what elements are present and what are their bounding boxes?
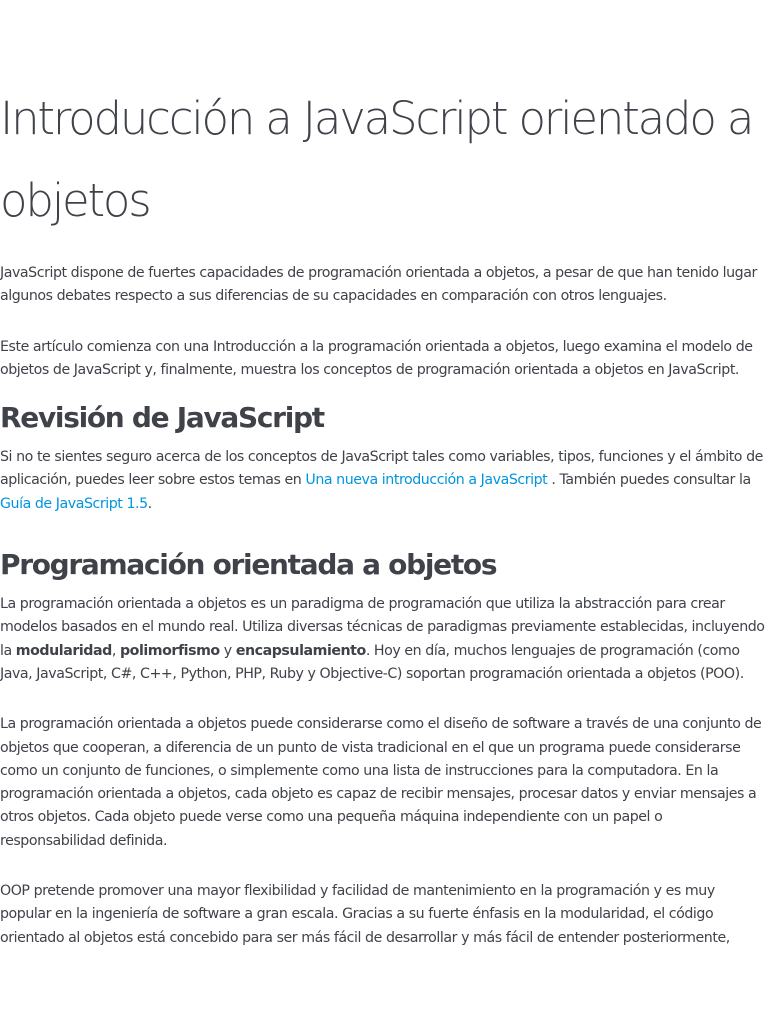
review-text-1: Si no te sientes seguro acerca de los conceptos de JavaScript tales como variables, tipos, funciones y el ámbito de aplicación, puedes leer sobre estos temas en bbox=[0, 449, 763, 489]
review-text-2: . También puedes consultar la bbox=[547, 472, 751, 489]
oop-paragraph-2: La programación orientada a objetos puede considerarse como el diseño de software a través de una conjunto de objetos que cooperan, a diferencia de un punto de vista tradicional en el que un programa puede considerarse como un conjunto de funciones, o simplemente como una lista de instrucciones para la computadora. En la programación orientada a objetos, cada objeto es capaz de recibir mensajes, procesar datos y enviar mensajes a otros objetos. Cada objeto puede verse como una pequeña máquina independiente con un papel o responsabilidad definida. bbox=[0, 716, 762, 849]
term-encapsulamiento: encapsulamiento bbox=[235, 642, 366, 659]
intro-paragraph-2: Este artículo comienza con una Introducción a la programación orientada a objetos, luego examina el modelo de objetos de JavaScript y, finalmente, muestra los conceptos de programación orientada a objetos en JavaScript. bbox=[0, 338, 753, 378]
term-modularidad: modularidad bbox=[15, 642, 112, 659]
review-paragraph bbox=[0, 446, 768, 516]
section-heading-javascript-review: Revisión de JavaScript bbox=[0, 401, 324, 435]
oop-p1-sep-1: , bbox=[111, 642, 120, 659]
oop-p1-text-end: . Hoy en día, muchos lenguajes de programación (como Java, JavaScript, C#, C++, Python, PHP, Ruby y Objective-C) soportan programación orientada a objetos (POO). bbox=[0, 642, 744, 682]
section-heading-oop: Programación orientada a objetos bbox=[0, 548, 497, 582]
review-text-3: . bbox=[147, 495, 152, 512]
oop-paragraph-1 bbox=[0, 593, 768, 686]
page-title-line-1: Introducción a JavaScript orientado a bbox=[0, 92, 753, 145]
oop-p1-text-start: La programación orientada a objetos es un paradigma de programación que utiliza la abstracción para crear modelos basados en el mundo real. Utiliza diversas técnicas de paradigmas previamente establecidas, incluyendo la bbox=[0, 596, 765, 659]
intro-paragraph-1: JavaScript dispone de fuertes capacidades de programación orientada a objetos, a pesar de que han tenido lugar algunos debates respecto a sus diferencias de su capacidades en comparación con otros lenguajes. bbox=[0, 265, 757, 305]
page-title-line-2: objetos bbox=[0, 174, 150, 227]
link-nueva-introduccion-javascript[interactable]: Una nueva introducción a JavaScript bbox=[305, 472, 548, 489]
oop-paragraph-3: OOP pretende promover una mayor flexibilidad y facilidad de mantenimiento en la programación y es muy popular en la ingeniería de software a gran escala. Gracias a su fuerte énfasis en la modularidad, el código orientado al objetos está concebido para ser más fácil de desarrollar y más fácil de entender posteriormente, bbox=[0, 883, 730, 946]
oop-p1-sep-2: y bbox=[219, 642, 236, 659]
article-content bbox=[0, 262, 768, 977]
page-title bbox=[0, 78, 768, 242]
link-guia-javascript[interactable]: Guía de JavaScript 1.5 bbox=[0, 495, 148, 512]
term-polimorfismo: polimorfismo bbox=[119, 642, 220, 659]
